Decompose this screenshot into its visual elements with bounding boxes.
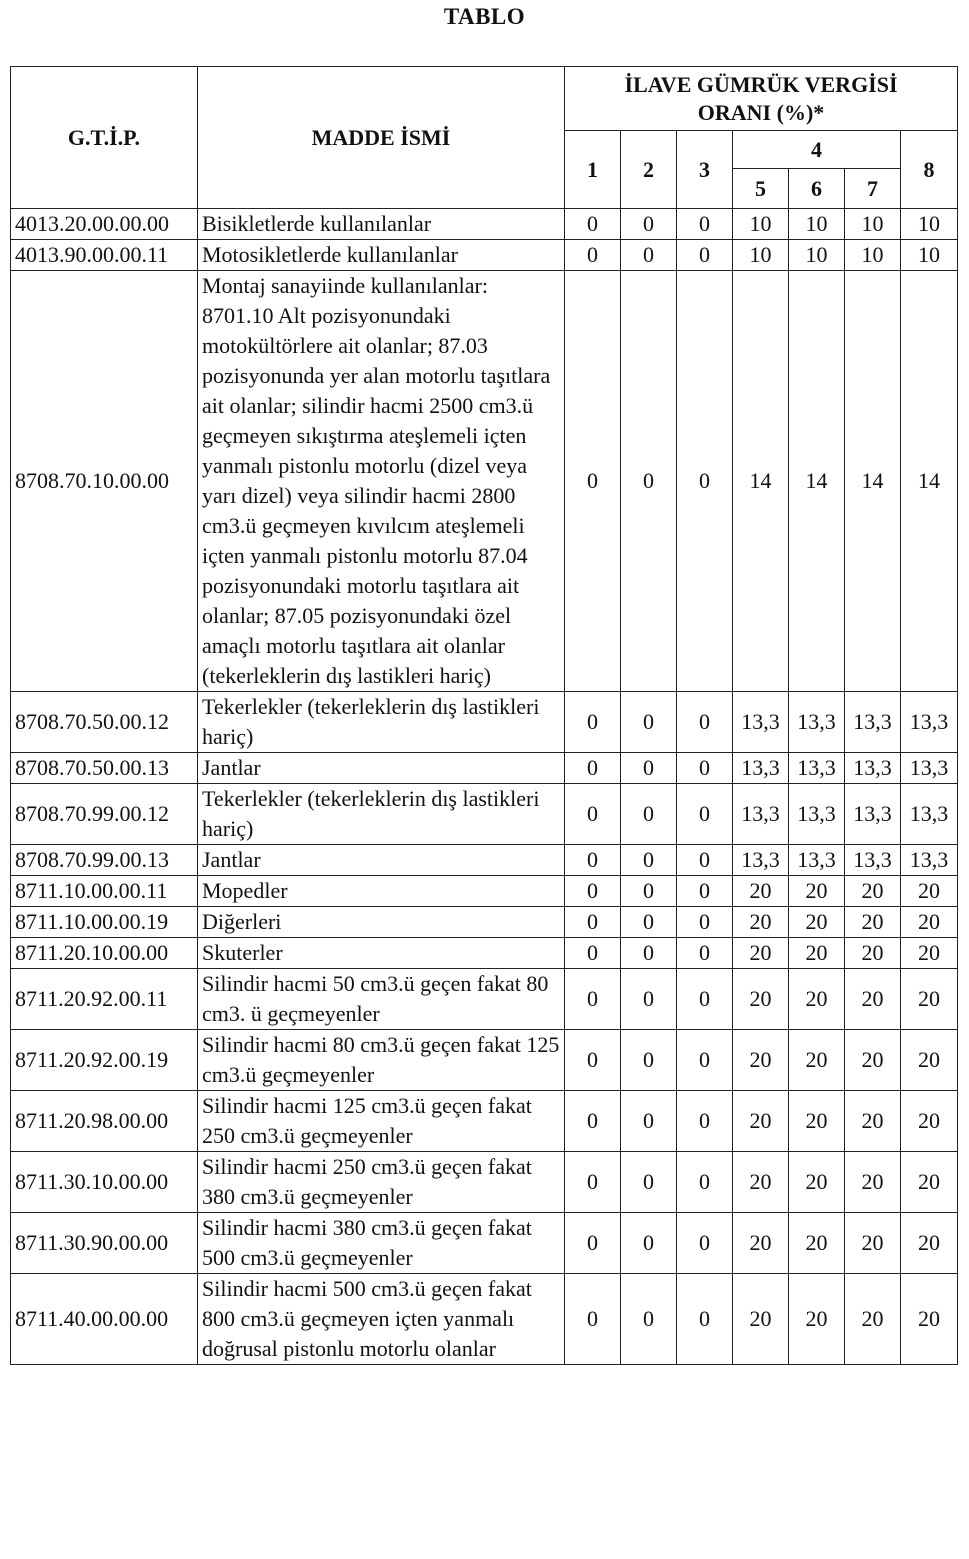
cell-rate-8: 20 [901,969,958,1030]
cell-name: Diğerleri [198,907,565,938]
cell-rate-7: 14 [845,271,901,692]
cell-rate-5: 20 [733,1030,789,1091]
cell-name: Motosikletlerde kullanılanlar [198,240,565,271]
table-row [11,845,958,876]
cell-rate-3: 0 [677,209,733,240]
table-row [11,1152,958,1213]
cell-rate-5: 13,3 [733,753,789,784]
cell-rate-8: 20 [901,1091,958,1152]
cell-code: 8711.40.00.00.00 [11,1274,198,1365]
cell-rate-1: 0 [565,876,621,907]
cell-rate-1: 0 [565,1274,621,1365]
cell-rate-6: 13,3 [789,692,845,753]
cell-rate-5: 13,3 [733,692,789,753]
cell-rate-2: 0 [621,784,677,845]
cell-rate-8: 20 [901,876,958,907]
cell-rate-6: 20 [789,938,845,969]
cell-rate-3: 0 [677,1274,733,1365]
cell-code: 4013.20.00.00.00 [11,209,198,240]
cell-rate-6: 20 [789,1091,845,1152]
cell-rate-1: 0 [565,1213,621,1274]
table-row [11,938,958,969]
cell-name: Silindir hacmi 50 cm3.ü geçen fakat 80 cm3. ü geçmeyenler [198,969,565,1030]
cell-code: 8711.10.00.00.19 [11,907,198,938]
cell-rate-2: 0 [621,1030,677,1091]
cell-rate-8: 20 [901,1213,958,1274]
cell-rate-2: 0 [621,1213,677,1274]
header-col-4: 4 [733,131,901,169]
cell-rate-6: 20 [789,1030,845,1091]
header-col-5: 5 [733,169,789,209]
cell-name: Mopedler [198,876,565,907]
cell-rate-5: 20 [733,938,789,969]
cell-rate-5: 20 [733,1152,789,1213]
cell-rate-1: 0 [565,240,621,271]
cell-rate-5: 20 [733,876,789,907]
cell-rate-1: 0 [565,1152,621,1213]
cell-rate-3: 0 [677,753,733,784]
cell-rate-6: 13,3 [789,845,845,876]
cell-rate-7: 13,3 [845,784,901,845]
cell-rate-6: 13,3 [789,753,845,784]
cell-name: Tekerlekler (tekerleklerin dış lastikleri hariç) [198,784,565,845]
cell-code: 8711.30.90.00.00 [11,1213,198,1274]
cell-rate-3: 0 [677,692,733,753]
header-code: G.T.İ.P. [11,67,198,209]
cell-rate-8: 13,3 [901,845,958,876]
cell-rate-1: 0 [565,692,621,753]
cell-rate-8: 13,3 [901,753,958,784]
table-body [11,209,958,1365]
cell-rate-2: 0 [621,1152,677,1213]
cell-code: 8708.70.10.00.00 [11,271,198,692]
cell-rate-1: 0 [565,845,621,876]
cell-rate-7: 13,3 [845,692,901,753]
cell-name: Silindir hacmi 500 cm3.ü geçen fakat 800 cm3.ü geçmeyen içten yanmalı doğrusal pistonlu motorlu olanlar [198,1274,565,1365]
cell-rate-6: 20 [789,1152,845,1213]
cell-rate-8: 20 [901,907,958,938]
cell-name: Silindir hacmi 80 cm3.ü geçen fakat 125 cm3.ü geçmeyenler [198,1030,565,1091]
cell-rate-1: 0 [565,907,621,938]
header-rate-group: İLAVE GÜMRÜK VERGİSİ ORANI (%)* [565,67,958,131]
table-row [11,907,958,938]
cell-code: 8711.10.00.00.11 [11,876,198,907]
cell-rate-1: 0 [565,1091,621,1152]
cell-code: 8711.20.92.00.19 [11,1030,198,1091]
table-row [11,1030,958,1091]
cell-name: Silindir hacmi 125 cm3.ü geçen fakat 250 cm3.ü geçmeyenler [198,1091,565,1152]
cell-rate-3: 0 [677,1091,733,1152]
cell-rate-1: 0 [565,784,621,845]
cell-rate-3: 0 [677,1152,733,1213]
cell-rate-2: 0 [621,969,677,1030]
cell-name: Tekerlekler (tekerleklerin dış lastikleri hariç) [198,692,565,753]
table-row [11,692,958,753]
header-col-8: 8 [901,131,958,209]
header-col-1: 1 [565,131,621,209]
cell-rate-6: 20 [789,907,845,938]
cell-rate-8: 20 [901,1030,958,1091]
cell-rate-5: 13,3 [733,784,789,845]
cell-rate-7: 13,3 [845,753,901,784]
cell-code: 8708.70.99.00.13 [11,845,198,876]
cell-rate-5: 10 [733,240,789,271]
cell-rate-3: 0 [677,784,733,845]
cell-rate-6: 20 [789,1274,845,1365]
tariff-table [10,66,958,1365]
cell-rate-6: 10 [789,209,845,240]
cell-rate-6: 10 [789,240,845,271]
cell-name: Skuterler [198,938,565,969]
cell-rate-7: 20 [845,969,901,1030]
cell-code: 8711.20.10.00.00 [11,938,198,969]
cell-rate-2: 0 [621,1091,677,1152]
cell-rate-3: 0 [677,271,733,692]
cell-rate-5: 20 [733,969,789,1030]
table-row [11,969,958,1030]
header-col-3: 3 [677,131,733,209]
cell-rate-6: 20 [789,969,845,1030]
cell-rate-2: 0 [621,876,677,907]
table-header [11,67,958,209]
table-row [11,271,958,692]
cell-rate-6: 20 [789,1213,845,1274]
cell-rate-7: 20 [845,1030,901,1091]
cell-rate-6: 20 [789,876,845,907]
cell-name: Jantlar [198,753,565,784]
cell-rate-2: 0 [621,907,677,938]
cell-rate-1: 0 [565,969,621,1030]
cell-rate-5: 20 [733,907,789,938]
cell-rate-1: 0 [565,1030,621,1091]
header-col-7: 7 [845,169,901,209]
cell-rate-1: 0 [565,209,621,240]
table-row [11,876,958,907]
cell-rate-8: 10 [901,209,958,240]
cell-rate-7: 20 [845,907,901,938]
cell-code: 8708.70.50.00.13 [11,753,198,784]
cell-rate-3: 0 [677,240,733,271]
cell-code: 8708.70.50.00.12 [11,692,198,753]
table-row [11,753,958,784]
cell-rate-5: 20 [733,1213,789,1274]
cell-rate-1: 0 [565,753,621,784]
cell-rate-2: 0 [621,240,677,271]
cell-rate-2: 0 [621,938,677,969]
cell-code: 8711.20.98.00.00 [11,1091,198,1152]
cell-rate-7: 13,3 [845,845,901,876]
cell-rate-5: 13,3 [733,845,789,876]
document-title: TABLO [443,4,526,29]
cell-rate-8: 20 [901,1152,958,1213]
cell-rate-7: 20 [845,1213,901,1274]
cell-rate-8: 13,3 [901,784,958,845]
cell-rate-2: 0 [621,753,677,784]
cell-rate-3: 0 [677,1213,733,1274]
cell-name: Silindir hacmi 380 cm3.ü geçen fakat 500 cm3.ü geçmeyenler [198,1213,565,1274]
cell-rate-3: 0 [677,969,733,1030]
cell-rate-8: 10 [901,240,958,271]
cell-rate-1: 0 [565,938,621,969]
cell-rate-3: 0 [677,845,733,876]
cell-rate-7: 10 [845,240,901,271]
cell-rate-8: 20 [901,1274,958,1365]
cell-rate-2: 0 [621,692,677,753]
table-row [11,1274,958,1365]
header-name: MADDE İSMİ [198,67,565,209]
cell-rate-5: 20 [733,1091,789,1152]
cell-rate-7: 20 [845,1091,901,1152]
table-row [11,784,958,845]
cell-rate-3: 0 [677,938,733,969]
cell-name: Jantlar [198,845,565,876]
cell-rate-7: 20 [845,1274,901,1365]
cell-rate-6: 13,3 [789,784,845,845]
cell-rate-5: 10 [733,209,789,240]
cell-code: 8711.20.92.00.11 [11,969,198,1030]
cell-rate-8: 14 [901,271,958,692]
cell-rate-8: 13,3 [901,692,958,753]
cell-rate-7: 10 [845,209,901,240]
table-row [11,240,958,271]
cell-rate-7: 20 [845,938,901,969]
cell-name: Bisikletlerde kullanılanlar [198,209,565,240]
cell-rate-2: 0 [621,209,677,240]
cell-code: 8711.30.10.00.00 [11,1152,198,1213]
cell-name: Montaj sanayiinde kullanılanlar: 8701.10 Alt pozisyonundaki motokültörlere ait olanlar; 87.03 pozisyonunda yer alan motorlu taşıtlara ait olanlar; silindir hacmi 2500 cm3.ü geçmeyen sıkıştırma ateşlemeli içten yanmalı pistonlu motorlu (dizel veya yarı dizel) veya silindir hacmi 2800 cm3.ü geçmeyen kıvılcım ateşlemeli içten yanmalı pistonlu motorlu 87.04 pozisyonundaki motorlu taşıtlara ait olanlar; 87.05 pozisyonundaki özel amaçlı motorlu taşıtlara ait olanlar (tekerleklerin dış lastikleri hariç) [198,271,565,692]
cell-rate-5: 20 [733,1274,789,1365]
cell-rate-7: 20 [845,876,901,907]
cell-rate-7: 20 [845,1152,901,1213]
cell-rate-6: 14 [789,271,845,692]
cell-rate-3: 0 [677,1030,733,1091]
table-row [11,1091,958,1152]
cell-rate-2: 0 [621,1274,677,1365]
header-col-2: 2 [621,131,677,209]
cell-rate-8: 20 [901,938,958,969]
table-row [11,1213,958,1274]
cell-rate-5: 14 [733,271,789,692]
cell-rate-3: 0 [677,907,733,938]
cell-code: 4013.90.00.00.11 [11,240,198,271]
header-col-6: 6 [789,169,845,209]
cell-code: 8708.70.99.00.12 [11,784,198,845]
cell-rate-1: 0 [565,271,621,692]
cell-name: Silindir hacmi 250 cm3.ü geçen fakat 380 cm3.ü geçmeyenler [198,1152,565,1213]
cell-rate-2: 0 [621,271,677,692]
cell-rate-2: 0 [621,845,677,876]
cell-rate-3: 0 [677,876,733,907]
table-row [11,209,958,240]
